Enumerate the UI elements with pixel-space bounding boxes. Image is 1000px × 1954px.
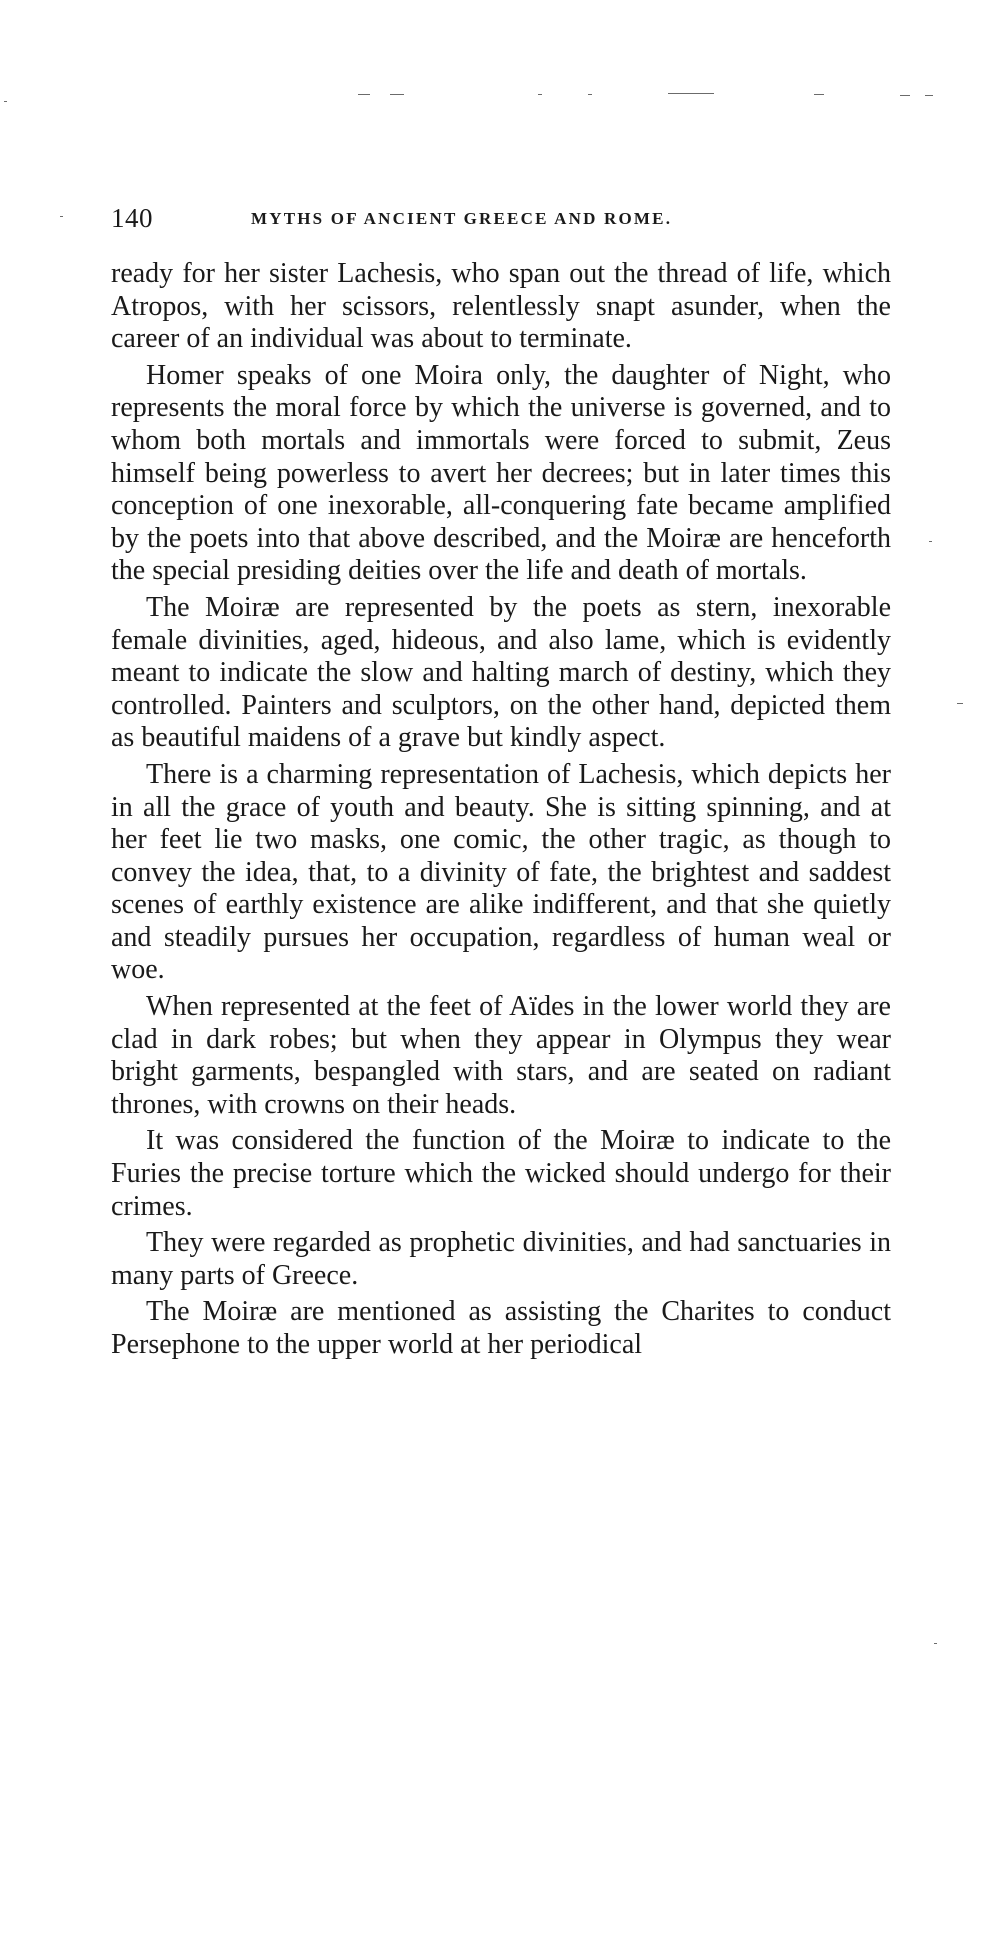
paragraph: They were regarded as prophetic divinities, and had sanctuaries in many parts of Greece.	[111, 1227, 891, 1291]
scan-speck	[929, 541, 932, 542]
scan-speck	[60, 216, 63, 217]
scan-speck	[4, 101, 7, 102]
paragraph: The Moiræ are mentioned as assisting the Charites to conduct Persephone to the upper world at her periodical	[111, 1296, 891, 1360]
paragraph: The Moiræ are represented by the poets as stern, inexorable female divinities, aged, hideous, and also lame, which is evidently meant to indicate the slow and halting march of destiny, which they controlled. Painters and sculptors, on the other hand, depicted them as beautiful maidens of a grave but kindly aspect.	[111, 591, 891, 754]
scan-speck	[390, 94, 404, 95]
running-title: MYTHS OF ANCIENT GREECE AND ROME.	[251, 209, 673, 228]
scan-speck	[588, 94, 592, 95]
paragraph: Homer speaks of one Moira only, the daughter of Night, who represents the moral force by which the universe is governed, and to whom both mortals and immortals were forced to submit, Zeus himself being powerless to avert her decrees; but in later times this conception of one inexorable, all-conquering fate became amplified by the poets into that above described, and the Moiræ are henceforth the special presiding deities over the life and death of mortals.	[111, 359, 891, 587]
paragraph: When represented at the feet of Aïdes in the lower world they are clad in dark robes; but when they appear in Olympus they wear bright garments, bespangled with stars, and are seated on radiant thrones, with crowns on their heads.	[111, 991, 891, 1120]
body-text	[111, 258, 891, 1366]
paragraph: It was considered the function of the Moiræ to indicate to the Furies the precise torture which the wicked should undergo for their crimes.	[111, 1125, 891, 1222]
page-header	[111, 203, 871, 243]
scan-speck	[900, 95, 910, 96]
scan-speck	[814, 94, 824, 95]
scan-speck	[358, 94, 370, 95]
scan-speck	[934, 1643, 937, 1644]
scan-speck	[925, 95, 933, 96]
scan-speck	[957, 703, 963, 704]
page-number: 140	[111, 203, 153, 233]
scan-speck	[538, 94, 542, 95]
scan-speck	[668, 93, 714, 94]
paragraph: ready for her sister Lachesis, who span out the thread of life, which Atropos, with her scissors, relentlessly snapt asunder, when the career of an individual was about to terminate.	[111, 258, 891, 355]
paragraph: There is a charming representation of Lachesis, which depicts her in all the grace of youth and beauty. She is sitting spinning, and at her feet lie two masks, one comic, the other tragic, as though to convey the idea, that, to a divinity of fate, the brightest and saddest scenes of earthly existence are alike indifferent, and that she quietly and steadily pursues her occupation, regardless of human weal or woe.	[111, 758, 891, 986]
